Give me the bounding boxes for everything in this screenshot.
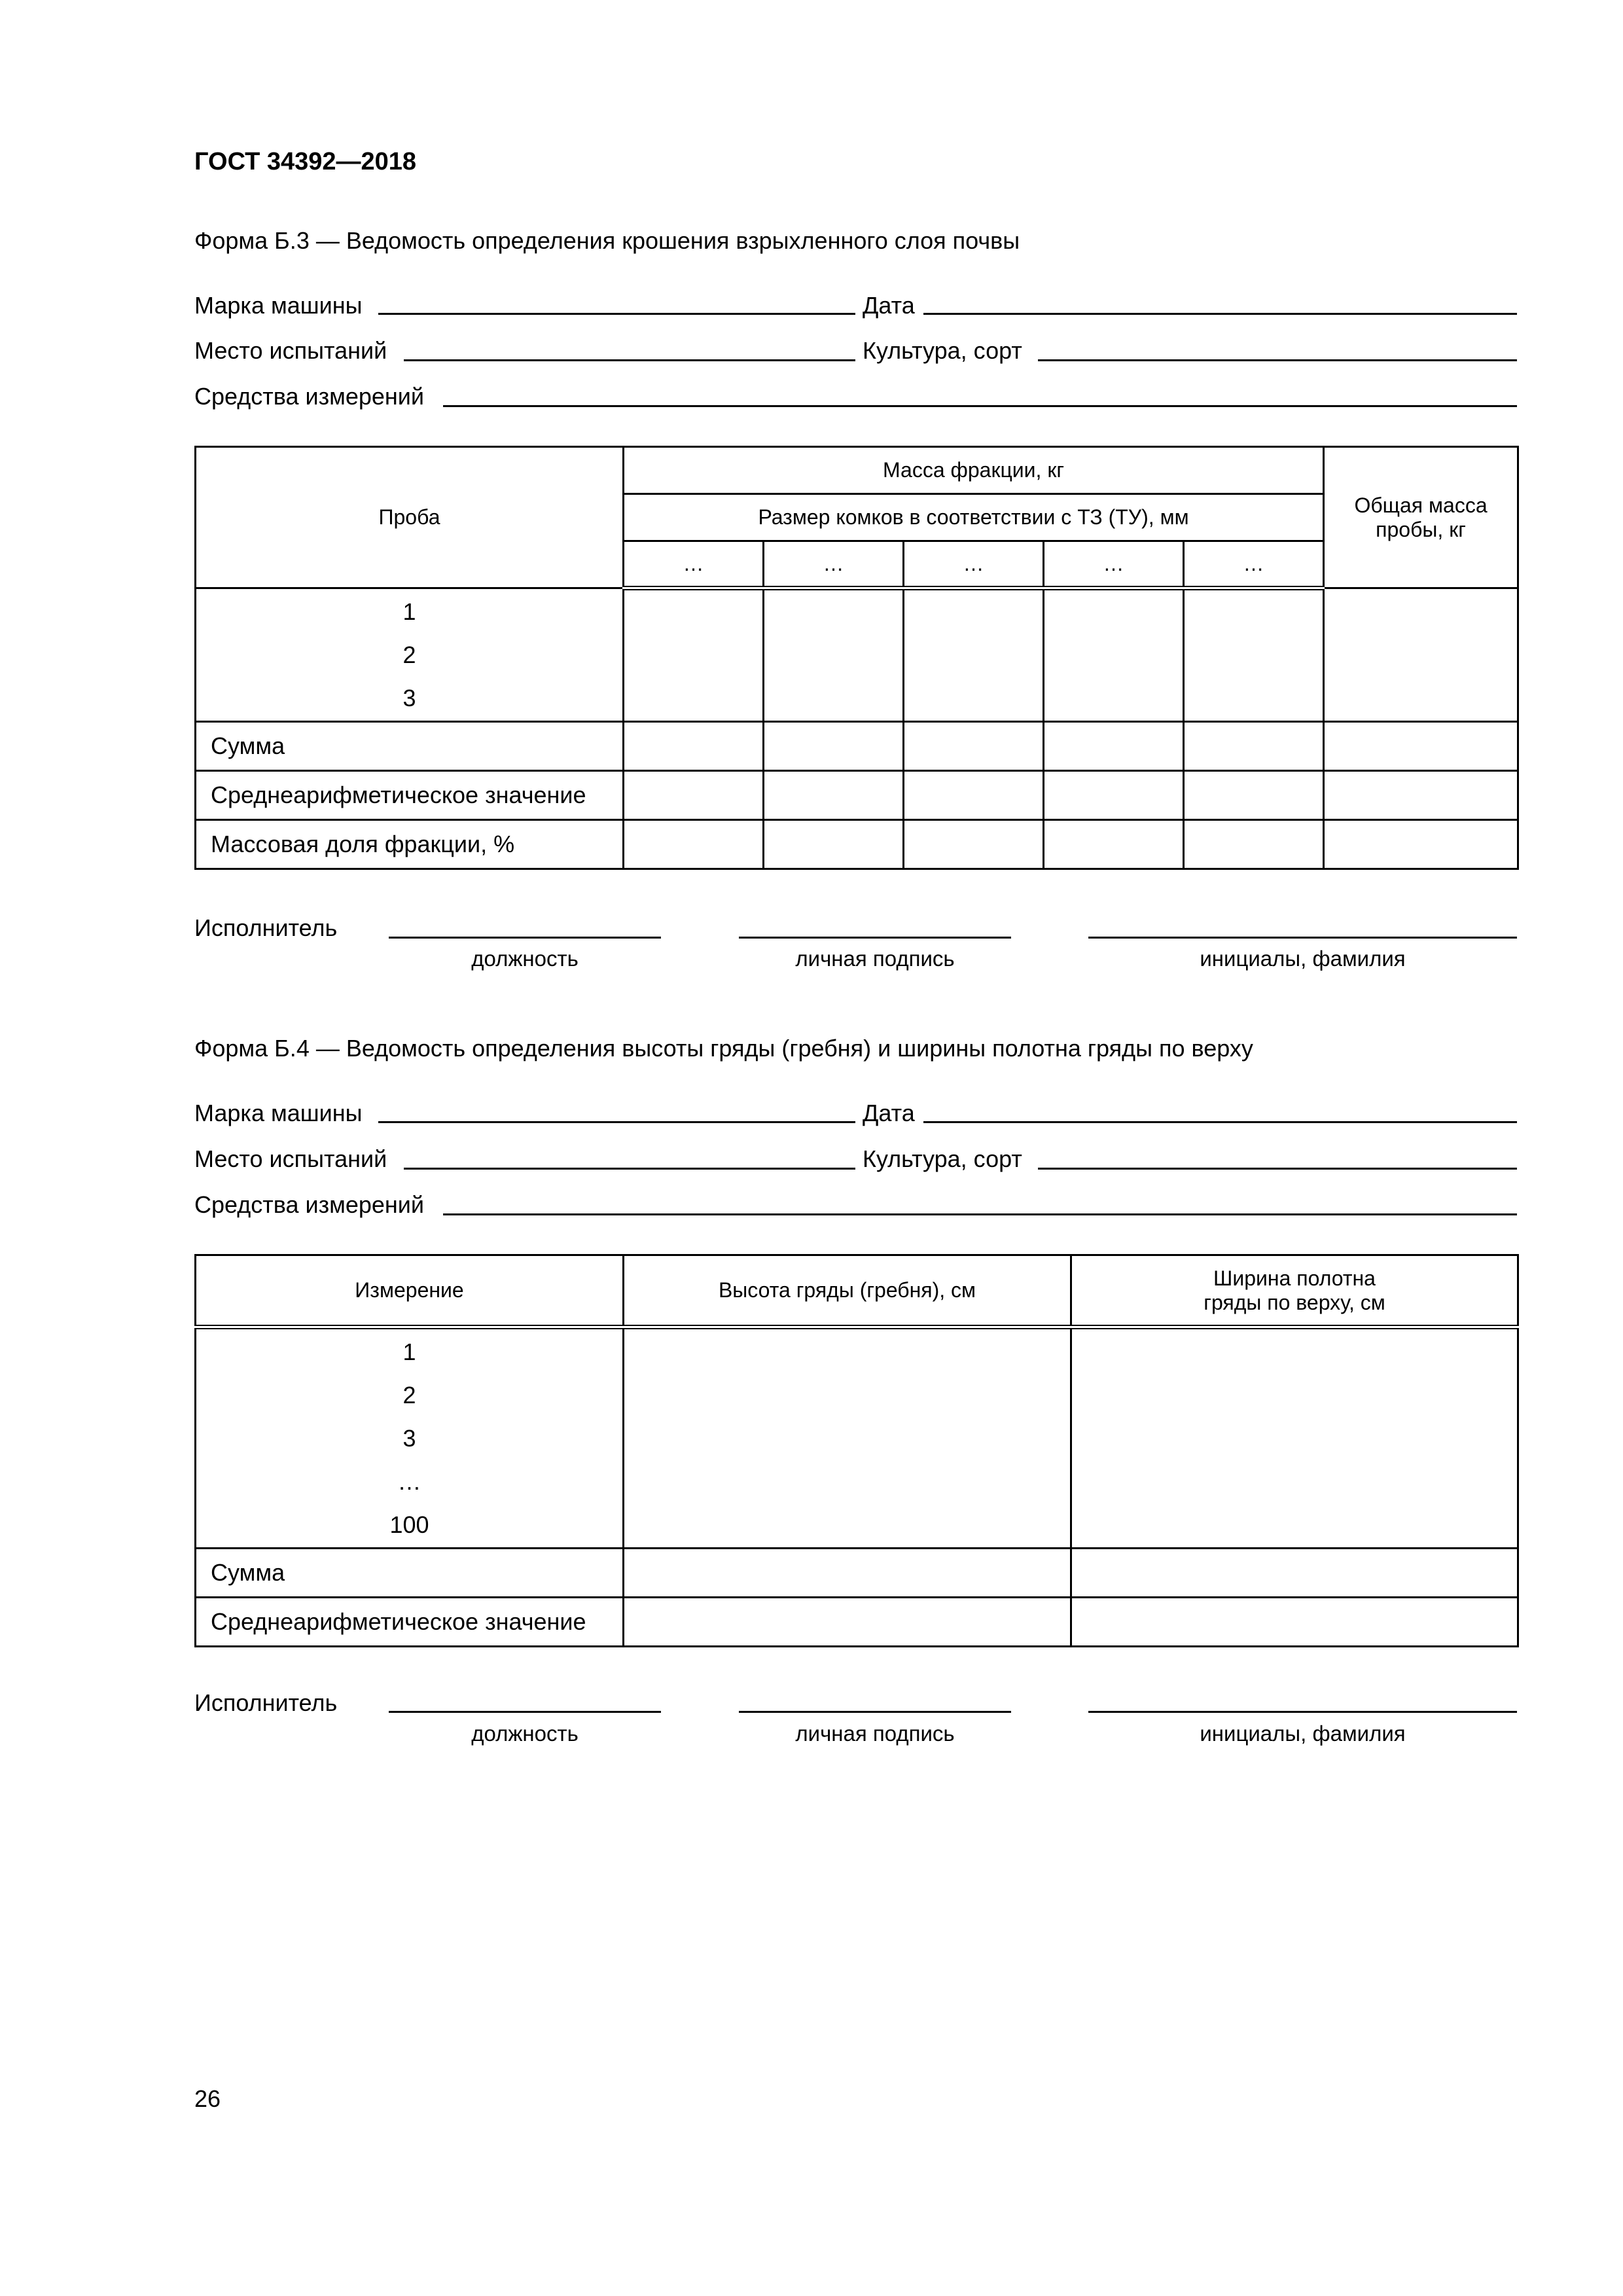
table-cell[interactable] [624, 820, 764, 869]
table-cell[interactable] [904, 722, 1044, 771]
table-cell[interactable] [1044, 722, 1184, 771]
table-cell[interactable] [904, 771, 1044, 820]
form-b3-name-line[interactable] [1088, 937, 1517, 939]
measure-100: 100 [389, 1511, 429, 1538]
form-b4-position-caption: должность [471, 1721, 579, 1746]
header-mass-fraction: Масса фракции, кг [624, 447, 1324, 494]
form-b4-executor-label: Исполнитель [194, 1689, 338, 1716]
form-b4-machine-label: Марка машины [194, 1100, 363, 1126]
form-b3-culture-line[interactable] [1038, 359, 1517, 361]
row-mean: Среднеарифметическое значение [196, 1598, 624, 1647]
measure-numbers [196, 1327, 624, 1549]
size-col-2: … [764, 541, 904, 588]
form-b4-name-line[interactable] [1088, 1711, 1517, 1713]
form-b4-date-line[interactable] [923, 1121, 1517, 1123]
sample-2: 2 [402, 641, 416, 668]
form-b4-title: Форма Б.4 — Ведомость определения высоты гряды (гребня) и ширины полотна гряды по верху [194, 1035, 1253, 1062]
form-b4-instruments-line[interactable] [443, 1213, 1517, 1215]
form-b3-title: Форма Б.3 — Ведомость определения крошения взрыхленного слоя почвы [194, 227, 1020, 254]
header-width [1071, 1255, 1518, 1327]
form-b3-place-line[interactable] [404, 359, 855, 361]
form-b3-place-label: Место испытаний [194, 337, 387, 364]
table-cell[interactable] [624, 722, 764, 771]
form-b3-machine-label: Марка машины [194, 292, 363, 319]
form-b4-machine-line[interactable] [378, 1121, 855, 1123]
table-cell[interactable] [904, 820, 1044, 869]
row-mean: Среднеарифметическое значение [196, 771, 624, 820]
form-b4-culture-label: Культура, сорт [863, 1145, 1022, 1172]
form-b3-instruments-line[interactable] [443, 405, 1517, 407]
table-cell[interactable] [1184, 722, 1324, 771]
header-total-mass: Общая масса пробы, кг [1324, 447, 1518, 588]
table-cell[interactable] [1044, 588, 1184, 722]
table-cell[interactable] [624, 1549, 1071, 1598]
sample-numbers [196, 588, 624, 722]
header-sample: Проба [196, 447, 624, 588]
table-cell[interactable] [1044, 820, 1184, 869]
form-b4-culture-line[interactable] [1038, 1168, 1517, 1170]
table-cell[interactable] [764, 588, 904, 722]
form-b4-signature-line[interactable] [739, 1711, 1011, 1713]
header-width-line2: гряды по верху, см [1204, 1290, 1385, 1314]
header-size: Размер комков в соответствии с ТЗ (ТУ), мм [624, 494, 1324, 541]
table-cell[interactable] [1324, 722, 1518, 771]
size-col-3: … [904, 541, 1044, 588]
size-col-4: … [1044, 541, 1184, 588]
table-cell[interactable] [1071, 1598, 1518, 1647]
table-cell[interactable] [624, 1327, 1071, 1549]
table-cell[interactable] [624, 1598, 1071, 1647]
table-cell[interactable] [1071, 1549, 1518, 1598]
table-cell[interactable] [1184, 820, 1324, 869]
form-b3-table [194, 446, 1519, 870]
measure-ellipsis: … [397, 1467, 421, 1495]
table-cell[interactable] [624, 588, 764, 722]
form-b3-executor-label: Исполнитель [194, 914, 338, 941]
form-b4-table [194, 1254, 1519, 1647]
form-b4-position-line[interactable] [389, 1711, 661, 1713]
measure-1: 1 [402, 1338, 416, 1365]
form-b4-signature-caption: личная подпись [795, 1721, 955, 1746]
table-cell[interactable] [1184, 588, 1324, 722]
table-cell[interactable] [1071, 1327, 1518, 1549]
table-cell[interactable] [764, 820, 904, 869]
table-cell[interactable] [1324, 771, 1518, 820]
table-cell[interactable] [624, 771, 764, 820]
row-sum: Сумма [196, 722, 624, 771]
table-cell[interactable] [904, 588, 1044, 722]
form-b3-date-label: Дата [863, 292, 915, 319]
form-b3-instruments-label: Средства измерений [194, 383, 425, 410]
form-b3-position-line[interactable] [389, 937, 661, 939]
sample-3: 3 [402, 684, 416, 711]
form-b3-culture-label: Культура, сорт [863, 337, 1022, 364]
measure-3: 3 [402, 1424, 416, 1452]
header-measure: Измерение [196, 1255, 624, 1327]
form-b4-instruments-label: Средства измерений [194, 1191, 425, 1218]
table-cell[interactable] [764, 722, 904, 771]
form-b4-place-line[interactable] [404, 1168, 855, 1170]
page-number: 26 [194, 2085, 221, 2112]
size-col-1: … [624, 541, 764, 588]
form-b3-date-line[interactable] [923, 313, 1517, 315]
table-cell[interactable] [1324, 588, 1518, 722]
form-b3-machine-line[interactable] [378, 313, 855, 315]
sample-1: 1 [402, 598, 416, 625]
row-sum: Сумма [196, 1549, 624, 1598]
table-cell[interactable] [1184, 771, 1324, 820]
form-b3-position-caption: должность [471, 946, 579, 971]
header-height: Высота гряды (гребня), см [624, 1255, 1071, 1327]
row-mass-share: Массовая доля фракции, % [196, 820, 624, 869]
header-width-line1: Ширина полотна [1213, 1266, 1376, 1290]
form-b4-date-label: Дата [863, 1100, 915, 1126]
size-col-5: … [1184, 541, 1324, 588]
form-b3-name-caption: инициалы, фамилия [1200, 946, 1406, 971]
document-title: ГОСТ 34392—2018 [194, 148, 417, 175]
form-b3-signature-caption: личная подпись [795, 946, 955, 971]
measure-2: 2 [402, 1381, 416, 1408]
form-b3-signature-line[interactable] [739, 937, 1011, 939]
table-cell[interactable] [764, 771, 904, 820]
form-b4-name-caption: инициалы, фамилия [1200, 1721, 1406, 1746]
table-cell[interactable] [1324, 820, 1518, 869]
table-cell[interactable] [1044, 771, 1184, 820]
form-b4-place-label: Место испытаний [194, 1145, 387, 1172]
